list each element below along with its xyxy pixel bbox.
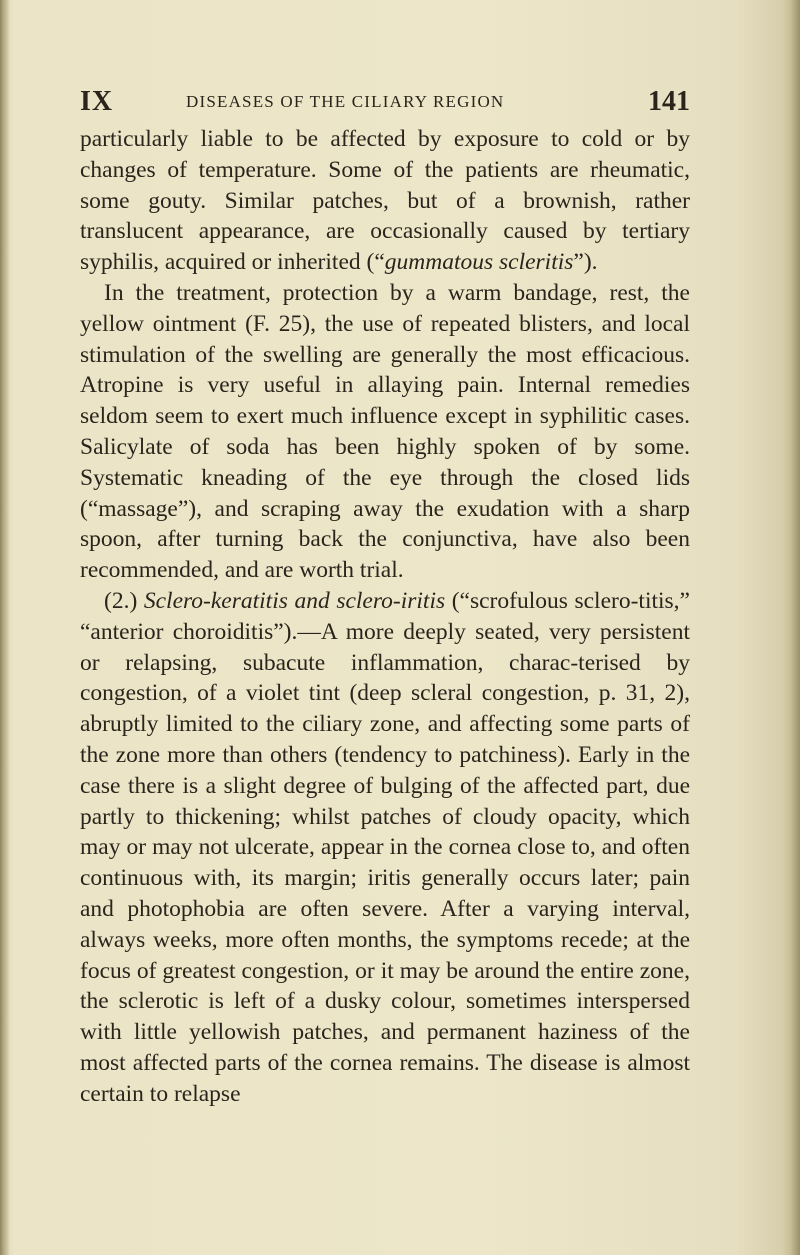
section-number: (2.) bbox=[104, 587, 144, 614]
sclero-keratitis-heading: Sclero-keratitis and sclero-iritis bbox=[143, 587, 446, 614]
paragraph-1-text-a: particularly liable to be affected by exposure to cold or by changes of temperature. Some of the patients are rheumatic, some gouty. Similar patches, but of a brownish, rather translucent appearance, are occasionally caused by tertiary syphilis, acquired or inherited (“ bbox=[80, 126, 690, 276]
paragraph-1 bbox=[80, 124, 690, 278]
spine-shadow bbox=[0, 0, 10, 1255]
paragraph-3-text: (“scrofulous sclero-titis,” “anterior choroiditis”).—A more deeply seated, very persistent or relapsing, subacute inflammation, charac-terised by congestion, of a violet tint (deep scleral congestion, p. 31, 2), abruptly limited to the ciliary zone, and affecting some parts of the zone more than others (tendency to patchiness). Early in the case there is a slight degree of bulging of the affected part, due partly to thickening; whilst patches of cloudy opacity, which may or may not ulcerate, appear in the cornea close to, and often continuous with, its margin; iritis generally occurs later; pain and photophobia are often severe. After a varying interval, always weeks, more often months, the symptoms recede; at the focus of greatest congestion, or it may be around the entire zone, the sclerotic is left of a dusky colour, sometimes interspersed with little yellowish patches, and permanent haziness of the most affected parts of the cornea remains. The disease is almost certain to relapse bbox=[80, 587, 690, 1107]
paragraph-1-text-b: ”). bbox=[573, 249, 598, 276]
paragraph-3 bbox=[80, 586, 690, 1110]
chapter-number: IX bbox=[80, 86, 114, 117]
running-title: DISEASES OF THE CILIARY REGION bbox=[186, 92, 505, 111]
gummatous-scleritis-term: gummatous scleritis bbox=[384, 249, 574, 276]
running-header bbox=[80, 86, 690, 122]
page-number: 141 bbox=[648, 86, 690, 117]
page-edge bbox=[782, 0, 800, 1255]
paragraph-2: In the treatment, protection by a warm bandage, rest, the yellow ointment (F. 25), the use of repeated blisters, and local stimulation of the swelling are generally the most efficacious. Atropine is very useful in allaying pain. Internal remedies seldom seem to exert much influence except in syphilitic cases. Salicylate of soda has been highly spoken of by some. Systematic kneading of the eye through the closed lids (“massage”), and scraping away the exudation with a sharp spoon, after turning back the conjunctiva, have also been recommended, and are worth trial. bbox=[80, 279, 690, 584]
body-text bbox=[80, 124, 690, 1110]
